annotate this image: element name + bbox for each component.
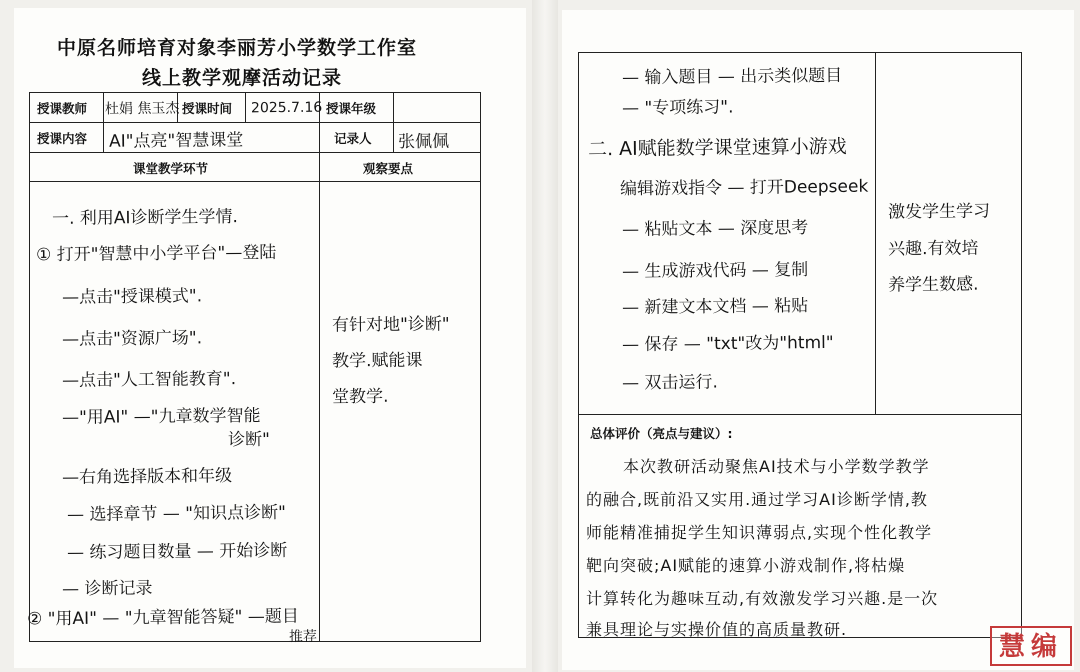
left-step-5: —点击"人工智能教育". (61, 369, 237, 391)
teaching-steps-header: 课堂教学环节 (133, 161, 209, 176)
evaluation-line-3: 师能精准捕捉学生知识薄弱点,实现个性化教学 (586, 523, 933, 542)
grade-label: 授课年级 (326, 101, 377, 116)
time-value: 2025.7.16 (250, 99, 323, 117)
left-step-3: —点击"授课模式". (61, 286, 203, 308)
evaluation-line-4: 靶向突破;AI赋能的速算小游戏制作,将枯燥 (586, 556, 906, 575)
table-divider (103, 92, 104, 152)
observation-points-header: 观察要点 (363, 161, 414, 176)
evaluation-label: 总体评价（亮点与建议）: (590, 426, 733, 441)
table-divider (875, 52, 876, 414)
table-divider (393, 92, 394, 152)
left-step-4: —点击"资源广场". (61, 328, 203, 350)
right-step-5: — 粘贴文本 — 深度思考 (621, 218, 809, 240)
evaluation-line-2: 的融合,既前沿又实用.通过学习AI诊断学情,教 (586, 490, 928, 509)
right-step-1: — 输入题目 — 出示类似题目 (621, 65, 843, 89)
document-title-line2: 线上教学观摩活动记录 (142, 67, 343, 89)
left-step-2: ① 打开"智慧中小学平台"—登陆 (35, 242, 277, 266)
page-gutter (532, 0, 558, 672)
table-divider (578, 414, 1022, 415)
teacher-value: 杜娟 焦玉杰 (104, 100, 180, 118)
evaluation-line-5: 计算转化为趣味互动,有效激发学习兴趣.是一次 (586, 589, 939, 608)
left-step-11: — 诊断记录 (61, 578, 153, 600)
time-label: 授课时间 (182, 101, 233, 116)
document-title-line1: 中原名师培育对象李丽芳小学数学工作室 (57, 37, 418, 59)
left-observation-1: 有针对地"诊断" (331, 314, 450, 336)
right-step-6: — 生成游戏代码 — 复制 (621, 260, 809, 282)
left-step-7: 诊断" (227, 429, 270, 451)
left-step-1: 一. 利用AI诊断学生学情. (51, 207, 238, 229)
right-step-3: 二. AI赋能数学课堂速算小游戏 (587, 135, 847, 161)
table-divider (319, 92, 320, 642)
right-step-7: — 新建文本文档 — 粘贴 (621, 296, 809, 318)
evaluation-line-6: 兼具理论与实操价值的高质量教研. (586, 620, 848, 639)
table-divider (29, 152, 481, 153)
left-step-10: — 练习题目数量 — 开始诊断 (66, 540, 288, 564)
evaluation-line-1: 本次教研活动聚焦AI技术与小学数学教学 (623, 457, 930, 476)
content-value: AI"点亮"智慧课堂 (108, 130, 244, 152)
table-divider (29, 122, 481, 123)
right-step-2: — "专项练习". (621, 97, 734, 119)
left-step-13: 推荐 (288, 628, 318, 646)
left-observation-2: 教学.赋能课 (331, 350, 423, 372)
left-step-9: — 选择章节 — "知识点诊断" (66, 502, 286, 526)
right-step-9: — 双击运行. (621, 372, 718, 394)
right-step-8: — 保存 — "txt"改为"html" (621, 332, 834, 356)
left-observation-3: 堂教学. (331, 386, 389, 408)
right-observation-2: 兴趣.有效培 (887, 238, 979, 260)
content-label: 授课内容 (37, 131, 88, 146)
teacher-label: 授课教师 (37, 101, 88, 116)
right-step-4: 编辑游戏指令 — 打开Deepseek (619, 176, 869, 200)
recorder-label: 记录人 (334, 131, 372, 146)
watermark-seal: 慧编 (990, 626, 1072, 666)
left-step-12: ② "用AI" — "九章智能答疑" —题目 (26, 606, 299, 630)
left-step-6: —"用AI" —"九章数学智能 (61, 405, 261, 429)
table-divider (245, 92, 246, 122)
right-observation-3: 养学生数感. (887, 274, 979, 296)
recorder-value: 张佩佩 (397, 131, 450, 153)
table-divider (29, 181, 481, 182)
left-step-8: —右角选择版本和年级 (61, 466, 233, 488)
right-observation-1: 激发学生学习 (887, 201, 991, 223)
